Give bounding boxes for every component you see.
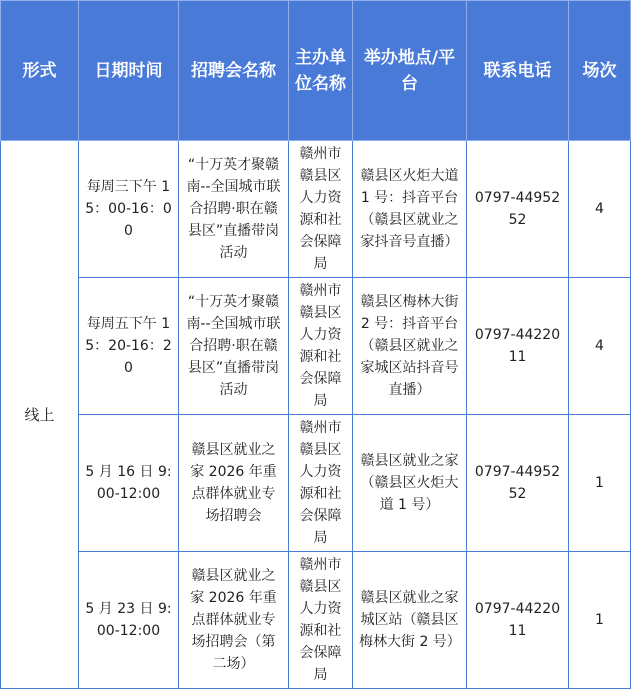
venue-cell: 赣县区梅林大街 2 号：抖音平台（赣县区就业之家城区站抖音号直播） — [353, 278, 467, 415]
header-organizer: 主办单位名称 — [289, 1, 353, 141]
table-row — [1, 552, 631, 689]
organizer-cell: 赣州市赣县区人力资源和社会保障局 — [289, 141, 353, 278]
sessions-cell: 1 — [569, 415, 631, 552]
job-fair-name-cell: 赣县区就业之家 2026 年重点群体就业专场招聘会（第二场） — [179, 552, 289, 689]
date-time-cell: 每周三下午 15：00-16：00 — [79, 141, 179, 278]
table-row — [1, 415, 631, 552]
header-phone: 联系电话 — [467, 1, 569, 141]
venue-cell: 赣县区就业之家城区站（赣县区梅林大街 2 号） — [353, 552, 467, 689]
venue-cell: 赣县区火炬大道 1 号：抖音平台（赣县区就业之家抖音号直播） — [353, 141, 467, 278]
date-time-cell: 5 月 16 日 9:00-12:00 — [79, 415, 179, 552]
organizer-cell: 赣州市赣县区人力资源和社会保障局 — [289, 415, 353, 552]
date-time-cell: 每周五下午 15：20-16：20 — [79, 278, 179, 415]
header-date-time: 日期时间 — [79, 1, 179, 141]
table-header-row — [1, 1, 631, 141]
phone-cell: 0797-4495252 — [467, 415, 569, 552]
phone-cell: 0797-4422011 — [467, 278, 569, 415]
sessions-cell: 4 — [569, 278, 631, 415]
mode-cell: 线上 — [1, 141, 79, 689]
organizer-cell: 赣州市赣县区人力资源和社会保障局 — [289, 552, 353, 689]
venue-cell: 赣县区就业之家（赣县区火炬大道 1 号） — [353, 415, 467, 552]
table-row — [1, 278, 631, 415]
job-fair-name-cell: “十万英才聚赣南--全国城市联合招聘·职在赣县区”直播带岗活动 — [179, 141, 289, 278]
phone-cell: 0797-4495252 — [467, 141, 569, 278]
job-fair-name-cell: “十万英才聚赣南--全国城市联合招聘·职在赣县区”直播带岗活动 — [179, 278, 289, 415]
date-time-cell: 5 月 23 日 9:00-12:00 — [79, 552, 179, 689]
phone-cell: 0797-4422011 — [467, 552, 569, 689]
sessions-cell: 1 — [569, 552, 631, 689]
header-venue: 举办地点/平台 — [353, 1, 467, 141]
table-row — [1, 141, 631, 278]
header-mode: 形式 — [1, 1, 79, 141]
sessions-cell: 4 — [569, 141, 631, 278]
header-job-fair-name: 招聘会名称 — [179, 1, 289, 141]
organizer-cell: 赣州市赣县区人力资源和社会保障局 — [289, 278, 353, 415]
header-sessions: 场次 — [569, 1, 631, 141]
job-fair-name-cell: 赣县区就业之家 2026 年重点群体就业专场招聘会 — [179, 415, 289, 552]
